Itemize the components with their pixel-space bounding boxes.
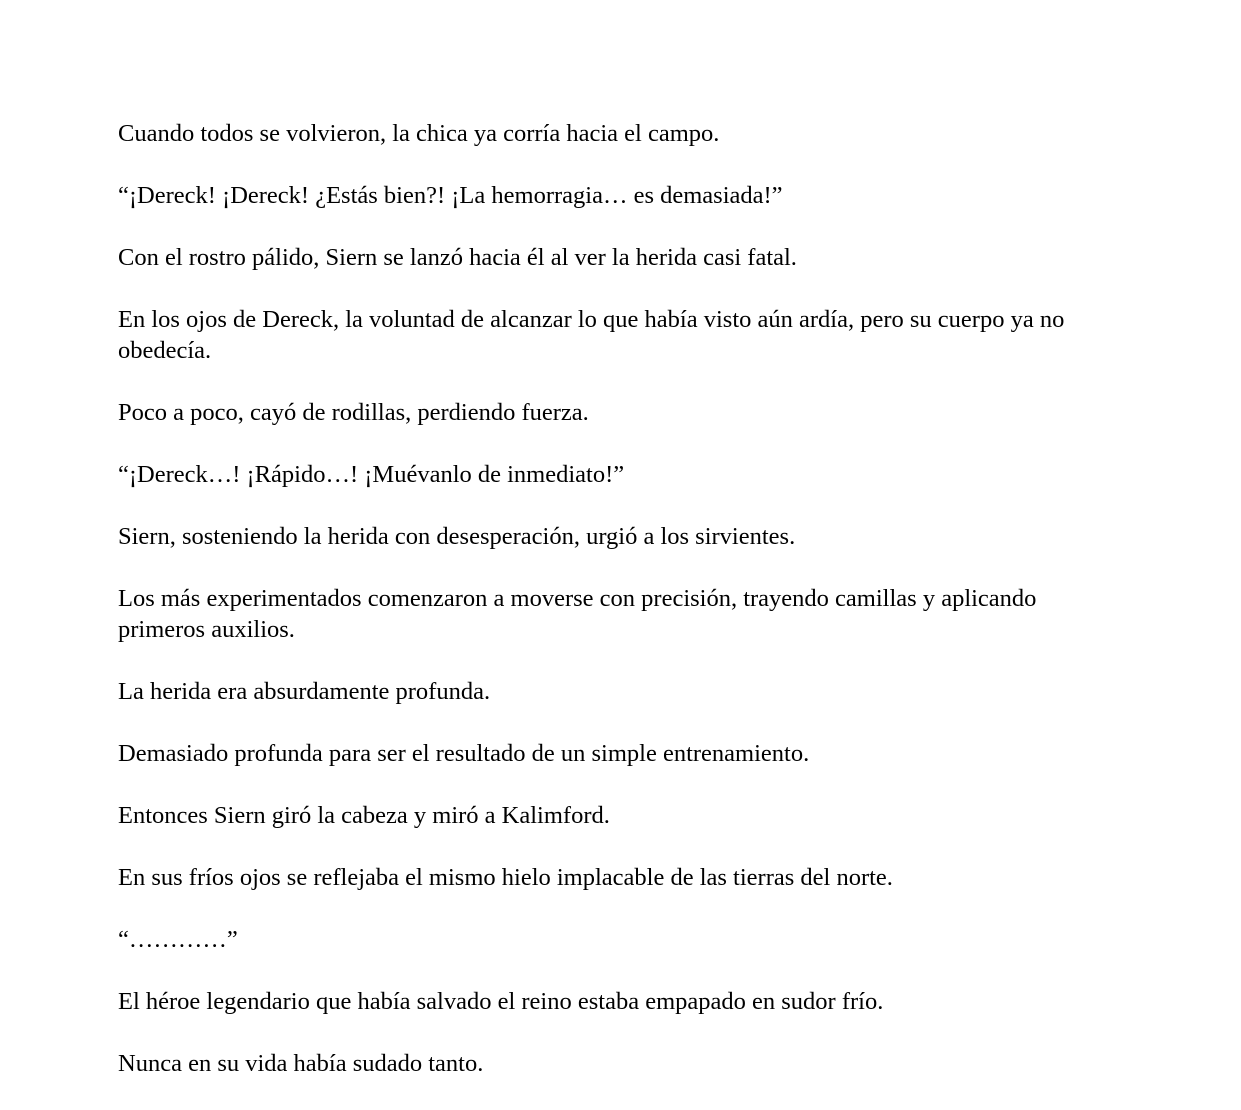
paragraph-4: En los ojos de Dereck, la voluntad de alcanzar lo que había visto aún ardía, pero su cuerpo ya no obedecía. bbox=[118, 306, 1065, 364]
paragraph-8: Los más experimentados comenzaron a moverse con precisión, trayendo camillas y aplicando primeros auxilios. bbox=[118, 585, 1037, 643]
paragraph-7: Siern, sosteniendo la herida con desesperación, urgió a los sirvientes. bbox=[118, 523, 796, 550]
paragraph-2: “¡Dereck! ¡Dereck! ¿Estás bien?! ¡La hemorragia… es demasiada!” bbox=[118, 182, 783, 209]
paragraph-9: La herida era absurdamente profunda. bbox=[118, 678, 491, 705]
paragraph-15: Nunca en su vida había sudado tanto. bbox=[118, 1050, 484, 1077]
paragraph-5: Poco a poco, cayó de rodillas, perdiendo fuerza. bbox=[118, 399, 589, 426]
paragraph-6: “¡Dereck…! ¡Rápido…! ¡Muévanlo de inmediato!” bbox=[118, 461, 625, 488]
paragraph-11: Entonces Siern giró la cabeza y miró a Kalimford. bbox=[118, 802, 610, 829]
document-page bbox=[118, 118, 1128, 1110]
paragraph-14: El héroe legendario que había salvado el reino estaba empapado en sudor frío. bbox=[118, 988, 884, 1015]
paragraph-12: En sus fríos ojos se reflejaba el mismo hielo implacable de las tierras del norte. bbox=[118, 864, 893, 891]
paragraph-10: Demasiado profunda para ser el resultado de un simple entrenamiento. bbox=[118, 740, 810, 767]
paragraph-3: Con el rostro pálido, Siern se lanzó hacia él al ver la herida casi fatal. bbox=[118, 244, 797, 271]
paragraph-1: Cuando todos se volvieron, la chica ya corría hacia el campo. bbox=[118, 120, 720, 147]
paragraph-13: “…………” bbox=[118, 926, 238, 953]
